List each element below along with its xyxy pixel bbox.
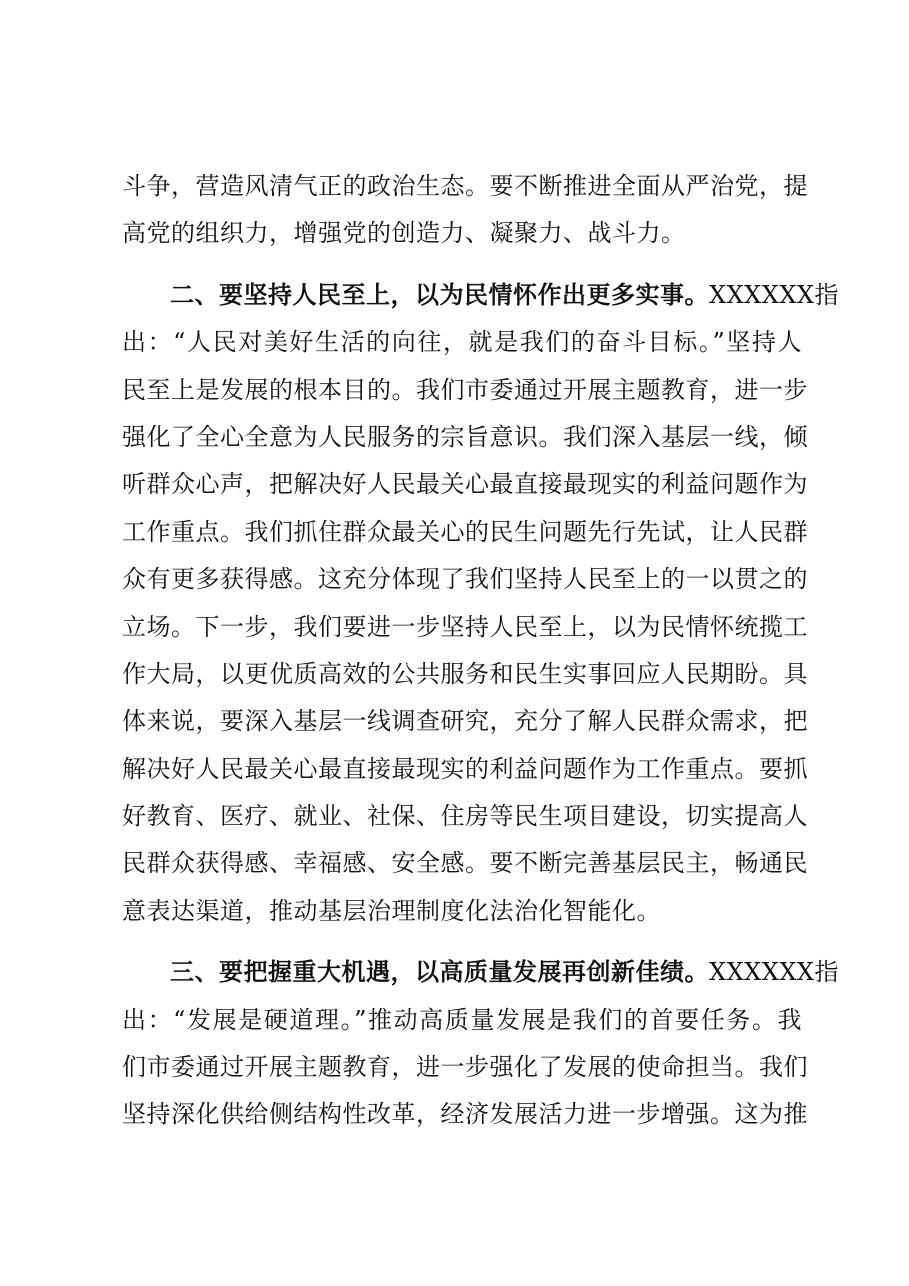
document-body — [122, 166, 840, 1142]
body-line: 出：“人民对美好生活的向往，就是我们的奋斗目标。”坚持人 — [122, 328, 802, 357]
section-heading-line — [122, 275, 840, 322]
body-line: 民至上是发展的根本目的。我们市委通过开展主题教育，进一步 — [122, 375, 808, 404]
body-line: 高党的组织力，增强党的创造力、凝聚力、战斗力。 — [122, 219, 686, 248]
body-line: 作大局，以更优质高效的公共服务和民生实事回应人民期盼。具 — [122, 659, 808, 688]
body-text: XXXXXX指 — [709, 958, 840, 987]
body-line: 民群众获得感、幸福感、安全感。要不断完善基层民主，畅通民 — [122, 849, 808, 878]
body-line: 体来说，要深入基层一线调查研究，充分了解人民群众需求，把 — [122, 707, 808, 736]
body-line: 解决好人民最关心最直接最现实的利益问题作为工作重点。要抓 — [122, 754, 808, 783]
body-line: 听群众心声，把解决好人民最关心最直接最现实的利益问题作为 — [122, 470, 808, 499]
body-line: 坚持深化供给侧结构性改革，经济发展活力进一步增强。这为推 — [122, 1100, 808, 1129]
body-line: 立场。下一步，我们要进一步坚持人民至上，以为民情怀统揽工 — [122, 612, 808, 641]
body-text: XXXXXX指 — [709, 280, 840, 309]
body-line: 强化了全心全意为人民服务的宗旨意识。我们深入基层一线，倾 — [122, 422, 808, 451]
body-line: 出：“发展是硬道理。”推动高质量发展是我们的首要任务。我 — [122, 1005, 802, 1034]
section-heading: 二、要坚持人民至上，以为民情怀作出更多实事。 — [170, 280, 709, 309]
section-heading: 三、要把握重大机遇，以高质量发展再创新佳绩。 — [170, 958, 709, 987]
section-heading-line — [122, 952, 840, 999]
body-line: 众有更多获得感。这充分体现了我们坚持人民至上的一以贯之的 — [122, 565, 808, 594]
body-line: 斗争，营造风清气正的政治生态。要不断推进全面从严治党，提 — [122, 172, 808, 200]
body-line: 意表达渠道，推动基层治理制度化法治化智能化。 — [122, 896, 661, 925]
body-line: 工作重点。我们抓住群众最关心的民生问题先行先试，让人民群 — [122, 517, 808, 546]
body-line: 好教育、医疗、就业、社保、住房等民生项目建设，切实提高人 — [122, 802, 808, 831]
body-line: 们市委通过开展主题教育，进一步强化了发展的使命担当。我们 — [122, 1053, 808, 1082]
